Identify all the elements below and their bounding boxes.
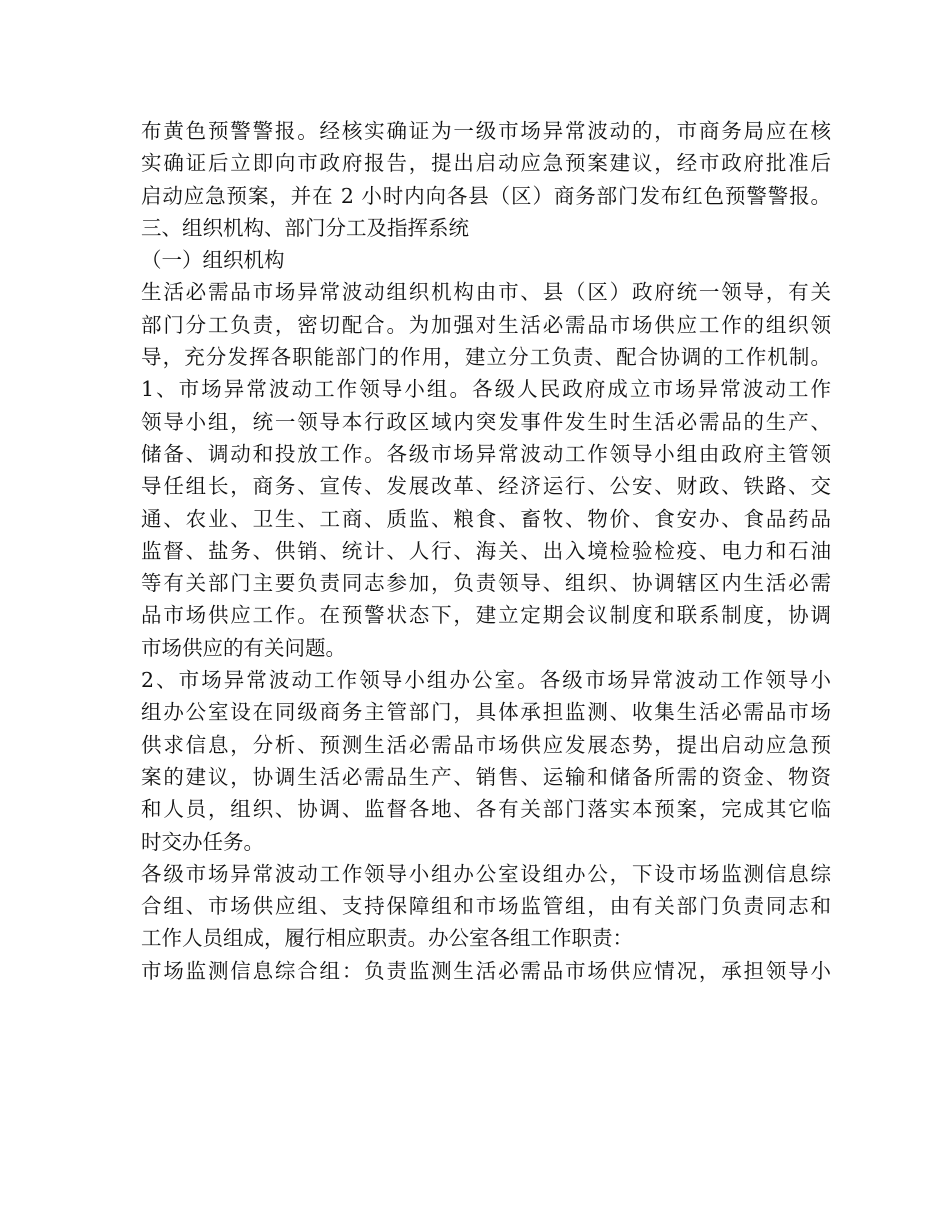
text-line: 生活必需品市场异常波动组织机构由市、县（区）政府统一领导，有关 (141, 280, 831, 305)
text-line: 等有关部门主要负责同志参加，负责领导、组织、协调辖区内生活必需 (141, 571, 831, 596)
text-line: 工作人员组成，履行相应职责。办公室各组工作职责： (141, 926, 633, 951)
text-line: 市场监测信息综合组：负责监测生活必需品市场供应情况，承担领导小 (141, 958, 831, 983)
text-line: 部门分工负责，密切配合。为加强对生活必需品市场供应工作的组织领 (141, 312, 831, 337)
text-line: 供求信息，分析、预测生活必需品市场供应发展态势，提出启动应急预 (141, 732, 831, 757)
text-line: 领导小组，统一领导本行政区域内突发事件发生时生活必需品的生产、 (141, 409, 831, 434)
text-line: 导，充分发挥各职能部门的作用，建立分工负责、配合协调的工作机制。 (141, 345, 831, 370)
text-line: 组办公室设在同级商务主管部门，具体承担监测、收集生活必需品市场 (141, 700, 831, 725)
document-body (141, 115, 831, 987)
text-line: 品市场供应工作。在预警状态下，建立定期会议制度和联系制度，协调 (141, 603, 831, 628)
text-line: 启动应急预案，并在 2 小时内向各县（区）商务部门发布红色预警警报。 (141, 183, 831, 208)
section-heading: 三、组织机构、部门分工及指挥系统 (141, 215, 469, 240)
text-line: 监督、盐务、供销、统计、人行、海关、出入境检验检疫、电力和石油 (141, 538, 831, 563)
text-line: 时交办任务。 (141, 829, 264, 854)
text-line: 1、市场异常波动工作领导小组。各级人民政府成立市场异常波动工作 (141, 377, 831, 402)
text-line: 和人员，组织、协调、监督各地、各有关部门落实本预案，完成其它临 (141, 797, 831, 822)
text-line: 2、市场异常波动工作领导小组办公室。各级市场异常波动工作领导小 (141, 668, 831, 693)
text-line: 实确证后立即向市政府报告，提出启动应急预案建议，经市政府批准后 (141, 151, 831, 176)
text-line: 各级市场异常波动工作领导小组办公室设组办公，下设市场监测信息综 (141, 861, 831, 886)
text-line: 通、农业、卫生、工商、质监、粮食、畜牧、物价、食安办、食品药品 (141, 506, 831, 531)
text-line: 储备、调动和投放工作。各级市场异常波动工作领导小组由政府主管领 (141, 441, 831, 466)
text-line: 合组、市场供应组、支持保障组和市场监管组，由有关部门负责同志和 (141, 894, 831, 919)
text-line: 案的建议，协调生活必需品生产、销售、运输和储备所需的资金、物资 (141, 764, 831, 789)
text-line: 布黄色预警警报。经核实确证为一级市场异常波动的，市商务局应在核 (141, 119, 831, 143)
text-line: 市场供应的有关问题。 (141, 635, 346, 660)
text-line: 导任组长，商务、宣传、发展改革、经济运行、公安、财政、铁路、交 (141, 474, 831, 499)
subsection-heading: （一）组织机构 (141, 248, 285, 273)
